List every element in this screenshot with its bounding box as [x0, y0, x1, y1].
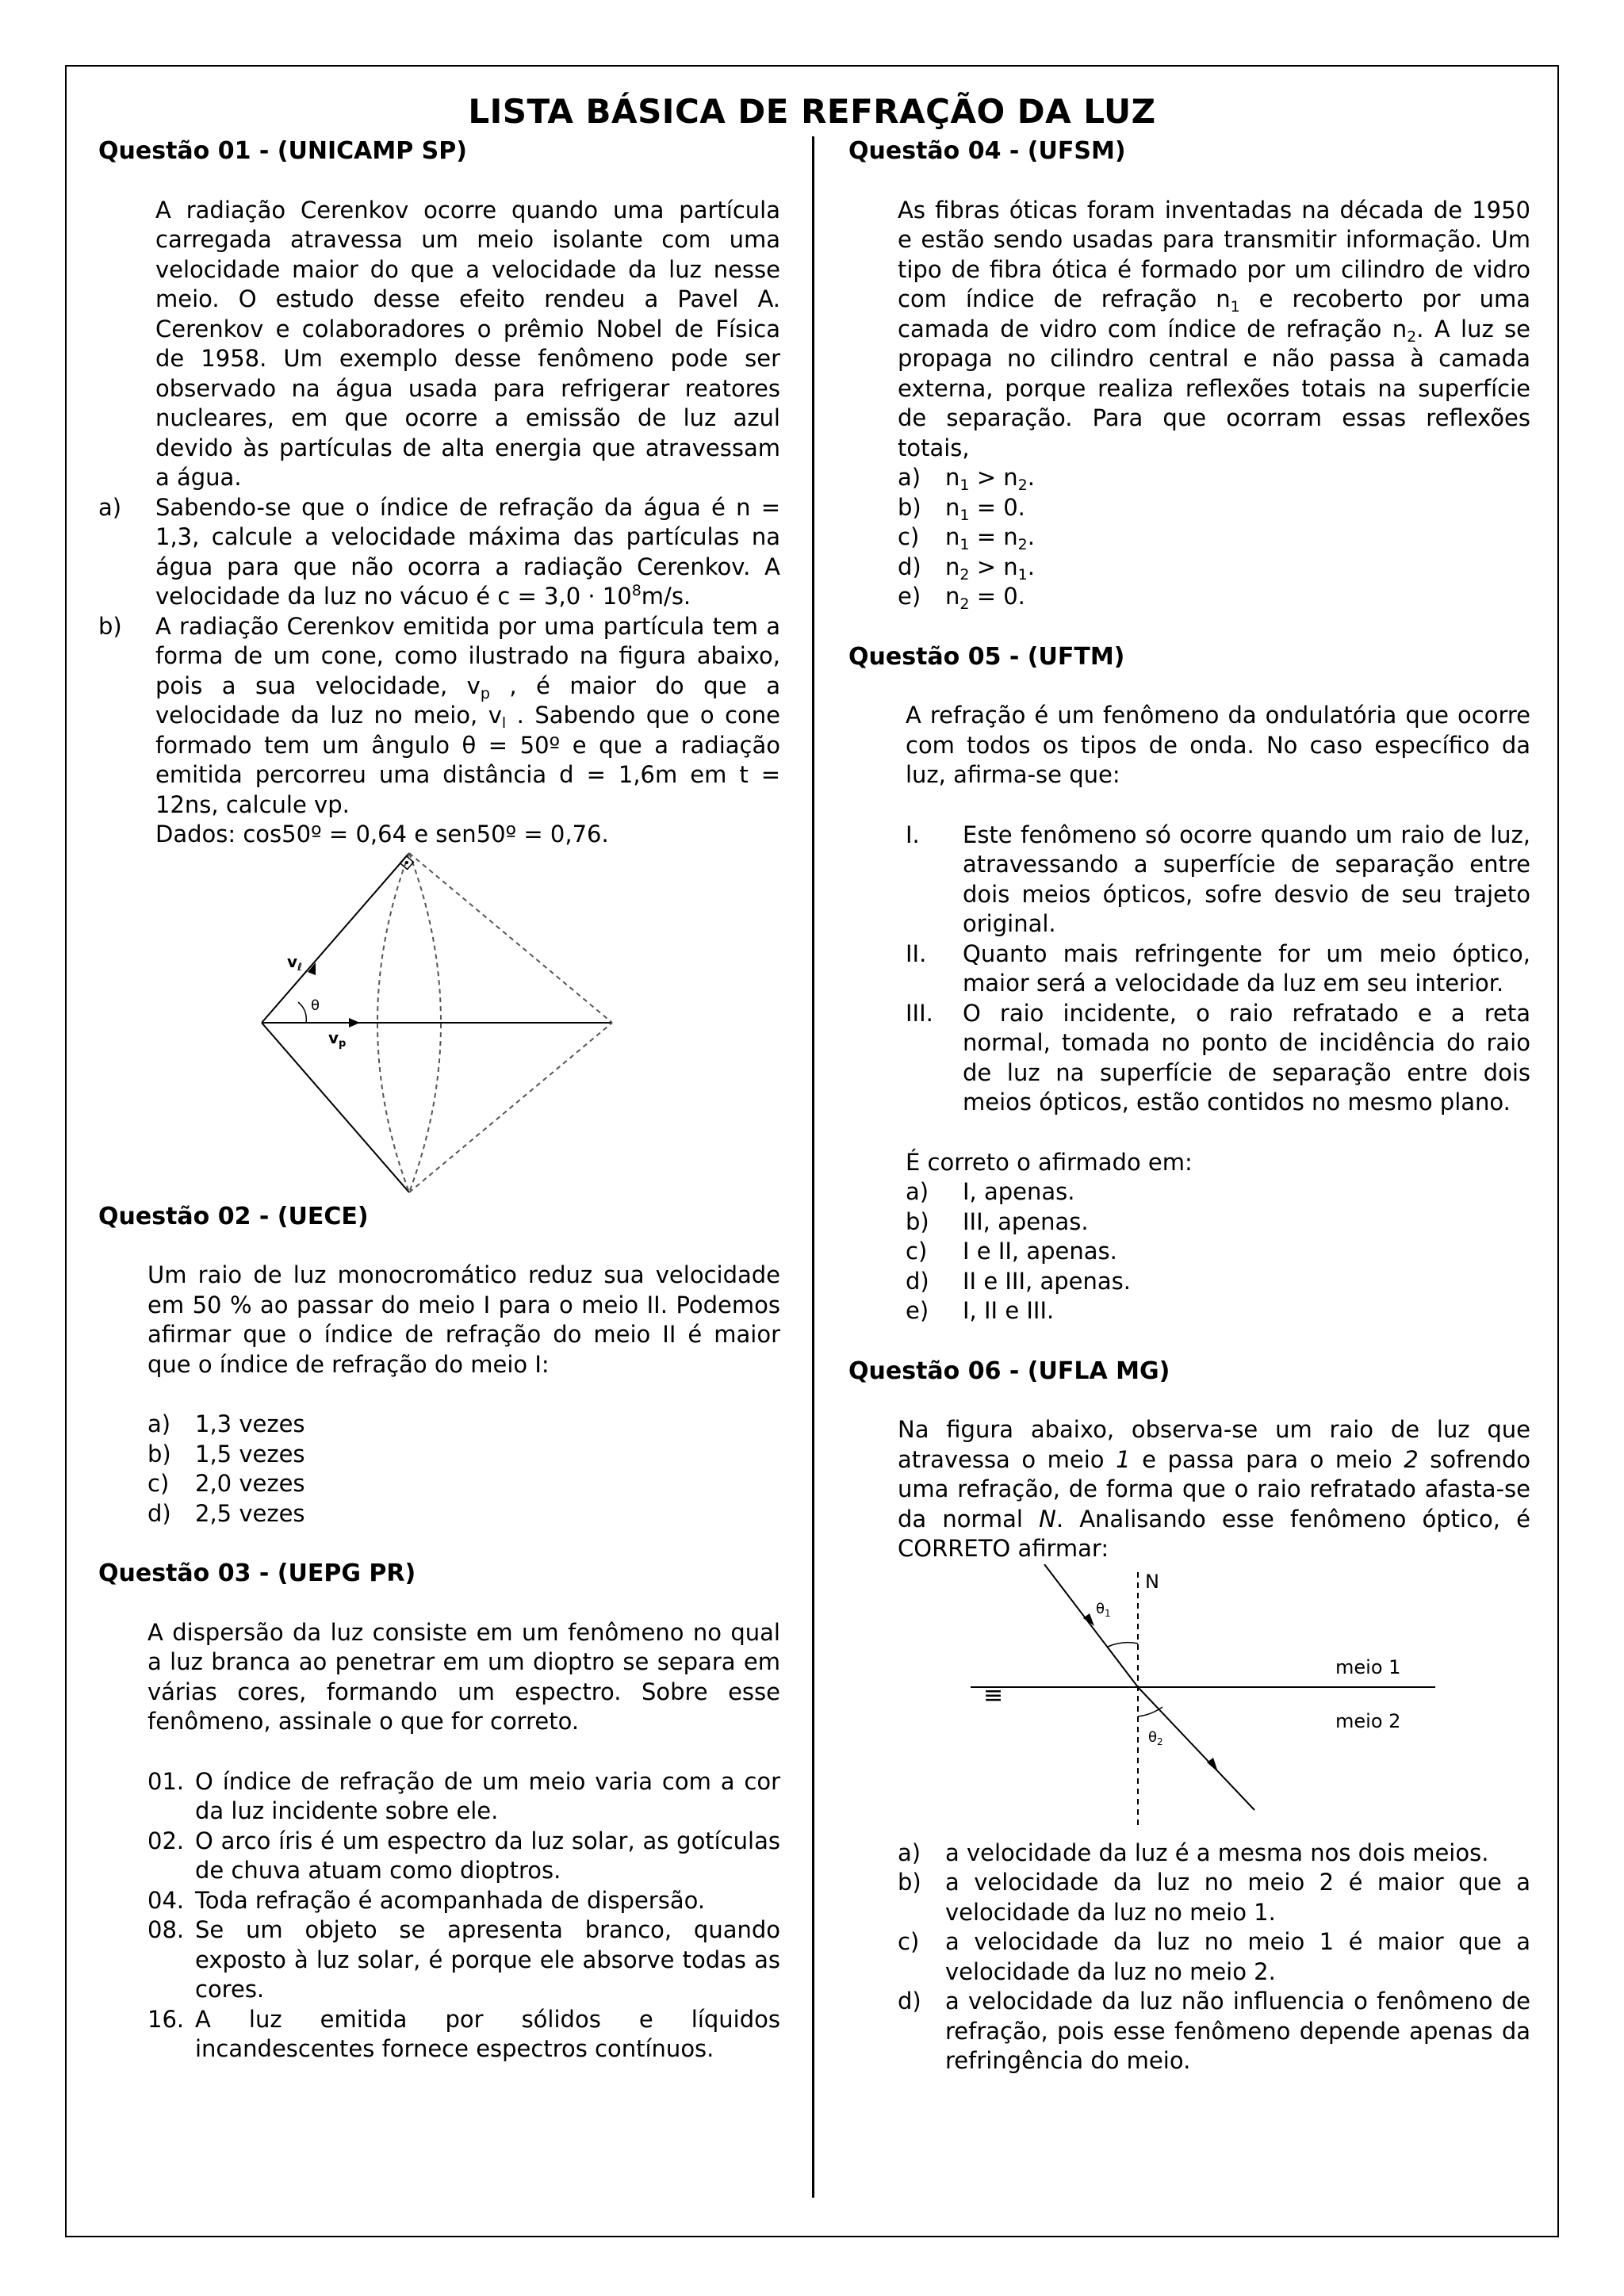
text-part: m/s. — [641, 583, 691, 610]
vp-label: $v_p$ — [328, 1027, 347, 1050]
question-03-intro: A dispersão da luz consiste em um fenômeno no qual a luz branca ao penetrar em um dioptro se separa em várias cores, formando um espectro. Sobre esse fenômeno, assinale o que for correto. — [147, 1618, 780, 1735]
text-part: , é maior do que a velocidade da luz no meio, v — [155, 672, 780, 729]
question-06-intro — [898, 1415, 1530, 1564]
option-label: a) — [98, 493, 122, 521]
option-text — [155, 493, 780, 612]
refraction-figure — [848, 1564, 1530, 1834]
question-04-intro — [898, 196, 1530, 464]
theta2-label: $\theta_2$ — [1148, 1728, 1163, 1747]
question-05-option-a[interactable] — [906, 1177, 1530, 1207]
option-label: d) — [906, 1267, 929, 1295]
cone-edge-lower — [262, 1023, 409, 1192]
statement-text: O raio incidente, o raio refratado e a reta normal, tomada no ponto de incidência do raio de luz na superfície de separação entre dois meios ópticos, estão contidos no mesmo plano. — [963, 999, 1530, 1115]
subscript: p — [480, 684, 490, 702]
statement-text: Este fenômeno só ocorre quando um raio de luz, atravessando a superfície de separação entre dois meios ópticos, sofre desvio de seu trajeto original. — [963, 821, 1530, 937]
vp-arrow-head — [349, 1018, 360, 1027]
statement-number: I. — [906, 821, 920, 848]
item-text: Toda refração é acompanhada de dispersão. — [195, 1886, 706, 1914]
item-text: O arco íris é um espectro da luz solar, as gotículas de chuva atuam como dioptros. — [195, 1827, 780, 1884]
question-05-statement-iii — [906, 999, 1530, 1118]
wavefront-lower — [409, 1023, 612, 1192]
cerenkov-cone-figure — [98, 850, 780, 1199]
option-text: a velocidade da luz é a mesma nos dois meios. — [945, 1839, 1489, 1866]
question-03-heading: Questão 03 - (UEPG PR) — [98, 1559, 416, 1587]
question-01-item-b — [98, 612, 780, 821]
theta1-label: $\theta_1$ — [1096, 1600, 1111, 1619]
option-text: a velocidade da luz não influencia o fenômeno de refração, pois esse fenômeno depende apenas da refringência do meio. — [945, 1988, 1530, 2074]
option-text: 2,5 vezes — [195, 1499, 305, 1527]
column-divider — [812, 136, 814, 2198]
subscript: 1 — [1230, 298, 1240, 316]
question-04-option-c[interactable] — [898, 522, 1530, 553]
italic-text: 2 — [1404, 1445, 1419, 1473]
italic-text: N — [1039, 1505, 1056, 1533]
wavefront-upper — [409, 853, 612, 1023]
option-label: a) — [147, 1410, 171, 1437]
question-05-statements — [906, 821, 1530, 1118]
question-01-heading: Questão 01 - (UNICAMP SP) — [98, 137, 467, 165]
interface-mark: ≡ — [983, 1681, 1004, 1709]
option-text: a velocidade da luz no meio 1 é maior que a velocidade da luz no meio 2. — [945, 1928, 1530, 1985]
left-column — [98, 136, 780, 2064]
option-label: e) — [906, 1297, 929, 1324]
option-text: $n_2 > n_1$. — [945, 553, 1035, 584]
theta1-arc — [1108, 1642, 1138, 1646]
question-03-item-02[interactable] — [147, 1827, 780, 1886]
subscript: l — [501, 714, 507, 732]
item-text: Se um objeto se apresenta branco, quando exposto à luz solar, é porque ele absorve todas as cores. — [195, 1916, 780, 2003]
question-04-option-e[interactable] — [898, 582, 1530, 612]
option-text: $n_1 = n_2$. — [945, 523, 1035, 553]
text-part: sofrendo uma refração, de forma que o raio refratado afasta-se da normal — [898, 1445, 1530, 1533]
option-label: a) — [906, 1178, 929, 1205]
question-05-options — [906, 1177, 1530, 1326]
option-text: I e II, apenas. — [963, 1238, 1117, 1265]
option-text: a velocidade da luz no meio 2 é maior que a velocidade da luz no meio 1. — [945, 1869, 1530, 1926]
item-number: 02. — [147, 1827, 185, 1854]
text-part: Na figura abaixo, observa-se um raio de luz que atravessa o meio — [898, 1416, 1530, 1473]
normal-label: N — [1145, 1570, 1159, 1593]
theta-label: θ — [311, 997, 320, 1014]
refracted-ray — [1138, 1687, 1254, 1810]
italic-text: 1 — [1116, 1445, 1131, 1473]
item-text: O índice de refração de um meio varia com a cor da luz incidente sobre ele. — [195, 1767, 780, 1824]
item-number: 04. — [147, 1886, 185, 1914]
option-label: c) — [898, 1928, 920, 1955]
option-text: I, apenas. — [963, 1178, 1075, 1205]
option-label: b) — [98, 612, 122, 640]
question-05-prompt: É correto o afirmado em: — [906, 1148, 1193, 1176]
question-04-option-a[interactable] — [898, 463, 1530, 493]
option-label: b) — [906, 1207, 929, 1235]
question-04-option-b[interactable] — [898, 493, 1530, 523]
question-02-heading: Questão 02 - (UECE) — [98, 1202, 369, 1230]
right-angle-dot — [405, 861, 408, 864]
question-05-option-b[interactable] — [906, 1207, 1530, 1238]
option-label: c) — [898, 523, 920, 550]
text-part: A radiação Cerenkov emitida por uma partícula tem a forma de um cone, como ilustrado na figura abaixo, pois a sua velocidade, v — [155, 612, 780, 699]
question-04-heading: Questão 04 - (UFSM) — [848, 137, 1126, 165]
question-05-heading: Questão 05 - (UFTM) — [848, 642, 1125, 671]
incident-arrow-head — [1083, 1613, 1094, 1626]
item-number: 08. — [147, 1916, 185, 1943]
meio-1-label: meio 1 — [1335, 1655, 1401, 1678]
item-text: A luz emitida por sólidos e líquidos incandescentes fornece espectros contínuos. — [195, 2005, 780, 2062]
question-03-item-08[interactable] — [147, 1915, 780, 2005]
text-part: . Sabendo que o cone formado tem um ângulo θ = 50º e que a radiação emitida percorreu uma distância d = 1,6m em t = 12ns, calcule vp. — [155, 702, 780, 818]
option-text: II e III, apenas. — [963, 1267, 1131, 1295]
statement-number: II. — [906, 939, 927, 967]
question-05-intro: A refração é um fenômeno da ondulatória que ocorre com todos os tipos de onda. No caso específico da luz, afirma-se que: — [906, 702, 1530, 788]
theta-arc — [298, 1002, 306, 1023]
cone-edge-upper — [262, 853, 409, 1023]
superscript: 8 — [631, 582, 642, 599]
option-text: $n_1 = 0$. — [945, 493, 1025, 524]
text-part: e recoberto por uma camada de vidro com índice de refração n — [898, 285, 1530, 342]
vl-label: $v_\ell$ — [287, 951, 303, 974]
right-column — [848, 136, 1530, 2076]
question-06-heading: Questão 06 - (UFLA MG) — [848, 1357, 1170, 1385]
item-number: 01. — [147, 1767, 185, 1795]
option-text: I, II e III. — [963, 1297, 1055, 1324]
question-03-item-01[interactable] — [147, 1767, 780, 1827]
question-05-option-d[interactable] — [906, 1267, 1530, 1297]
question-06-option-b[interactable] — [898, 1868, 1530, 1927]
text-part: Sabendo-se que o índice de refração da água é n = 1,3, calcule a velocidade máxima das partículas na água para que não ocorra a radiação Cerenkov. A velocidade da luz no vácuo é c = 3,0 · 10 — [155, 493, 780, 610]
option-text: 1,3 vezes — [195, 1410, 305, 1437]
question-05-option-e[interactable] — [906, 1296, 1530, 1326]
option-label: b) — [898, 1869, 921, 1896]
option-label: e) — [898, 583, 921, 610]
text-part: . Analisando esse fenômeno óptico, é CORRETO afirmar: — [898, 1505, 1530, 1562]
text-part: As fibras óticas foram inventadas na década de 1950 e estão sendo usadas para transmitir informação. Um tipo de fibra ótica é formado por um cilindro de vidro com índice de refração n — [898, 196, 1530, 312]
question-03-items — [147, 1767, 780, 2064]
question-01-item-a — [98, 493, 780, 612]
option-text: $n_2 = 0$. — [945, 583, 1025, 613]
question-02-option-a[interactable] — [147, 1410, 780, 1440]
option-text: III, apenas. — [963, 1207, 1089, 1235]
question-06-option-a[interactable] — [898, 1839, 1530, 1869]
option-label: d) — [898, 1988, 921, 2015]
question-02-options — [147, 1410, 780, 1529]
question-01-data: Dados: cos50º = 0,64 e sen50º = 0,76. — [155, 821, 609, 848]
question-04-options — [898, 463, 1530, 612]
option-text: $n_1 > n_2$. — [945, 464, 1035, 494]
question-02-intro: Um raio de luz monocromático reduz sua velocidade em 50 % ao passar do meio I para o meio II. Podemos afirmar que o índice de refração do meio II é maior que o índice de refração do meio I: — [147, 1261, 780, 1378]
option-label: d) — [898, 553, 921, 580]
option-label: a) — [898, 464, 921, 491]
option-label: c) — [147, 1470, 170, 1497]
refracted-arrow-head — [1207, 1758, 1218, 1772]
question-02-option-d[interactable] — [147, 1499, 780, 1529]
option-text: 1,5 vezes — [195, 1440, 305, 1468]
meio-2-label: meio 2 — [1335, 1709, 1401, 1732]
option-label: b) — [147, 1440, 171, 1468]
statement-number: III. — [906, 999, 933, 1027]
item-number: 16. — [147, 2005, 185, 2033]
option-label: d) — [147, 1499, 171, 1527]
question-05-option-c[interactable] — [906, 1237, 1530, 1267]
question-02-option-b[interactable] — [147, 1440, 780, 1470]
text-part: . A luz se propaga no cilindro central e não passa à camada externa, porque realiza reflexões totais na superfície de separação. Para que ocorram essas reflexões totais, — [898, 315, 1531, 461]
page-title: LISTA BÁSICA DE REFRAÇÃO DA LUZ — [468, 92, 1156, 131]
question-02-option-c[interactable] — [147, 1469, 780, 1499]
question-01-intro: A radiação Cerenkov ocorre quando uma partícula carregada atravessa um meio isolante com uma velocidade maior do que a velocidade da luz nesse meio. O estudo desse efeito rendeu a Pavel A. Cerenkov e colaboradores o prêmio Nobel de Física de 1958. Um exemplo desse fenômeno pode ser observado na água usada para refrigerar reatores nucleares, em que ocorre a emissão de luz azul devido às partículas de alta energia que atravessam a água. — [155, 196, 780, 491]
question-03-item-16[interactable] — [147, 2005, 780, 2064]
statement-text: Quanto mais refringente for um meio óptico, maior será a velocidade da luz em seu interior. — [963, 939, 1530, 997]
option-text — [155, 612, 780, 821]
text-part: e passa para o meio — [1130, 1445, 1404, 1473]
question-04-option-d[interactable] — [898, 553, 1530, 583]
question-05-statement-i — [906, 821, 1530, 939]
question-05-statement-ii — [906, 939, 1530, 999]
subscript: 2 — [1407, 327, 1417, 346]
option-label: c) — [906, 1238, 928, 1265]
question-03-item-04[interactable] — [147, 1886, 780, 1916]
question-06-option-c[interactable] — [898, 1927, 1530, 1987]
incident-ray — [1044, 1564, 1138, 1687]
option-text: 2,0 vezes — [195, 1470, 305, 1497]
question-06-option-d[interactable] — [898, 1987, 1530, 2076]
option-label: a) — [898, 1839, 921, 1866]
option-label: b) — [898, 493, 921, 521]
question-06-options — [898, 1839, 1530, 2076]
